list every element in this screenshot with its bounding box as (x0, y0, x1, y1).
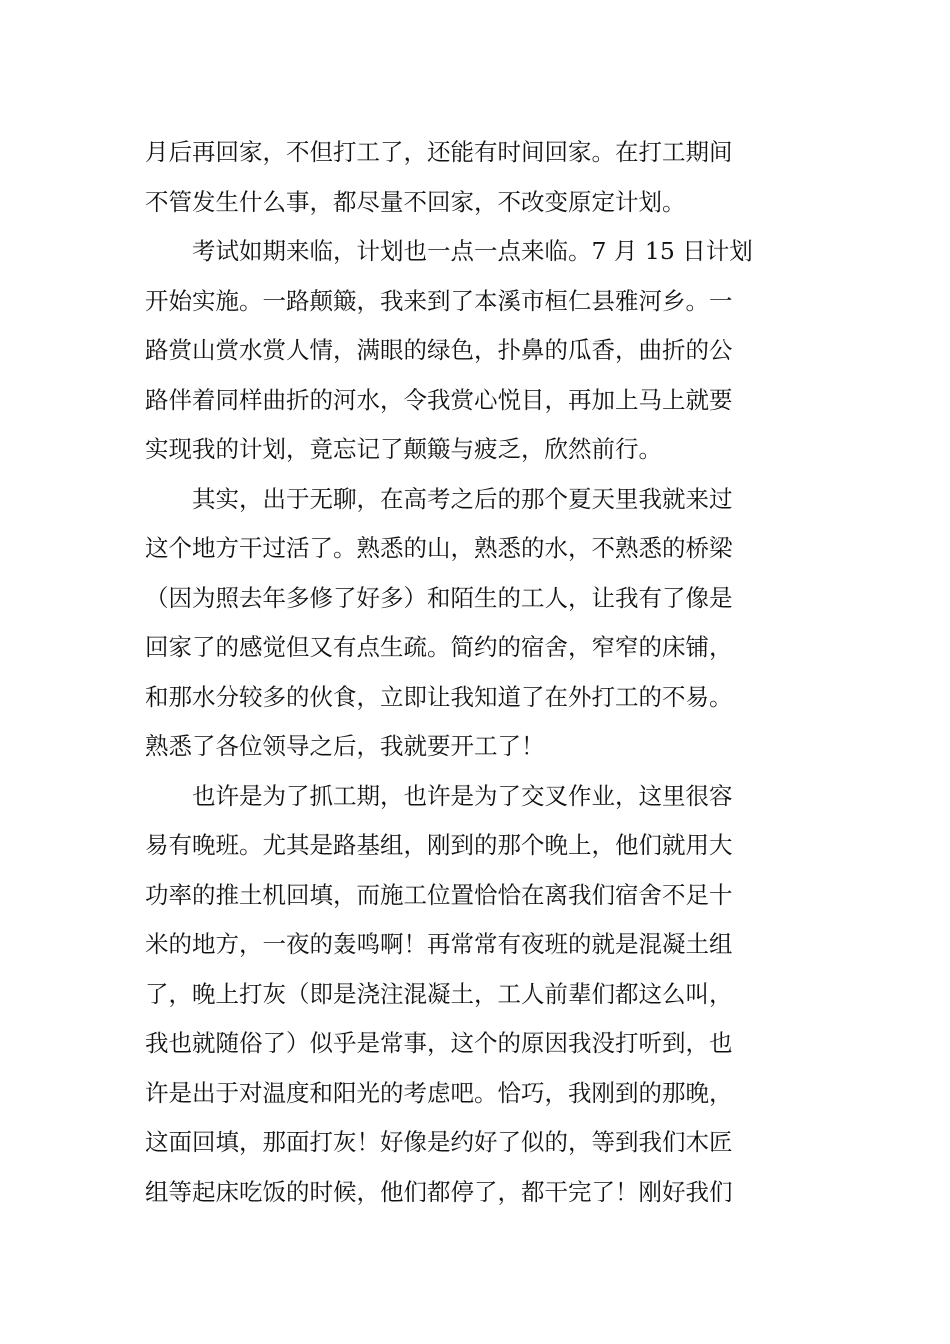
text-line: 这个地方干过活了。熟悉的山，熟悉的水，不熟悉的桥梁 (145, 534, 733, 562)
text-line: 易有晚班。尤其是路基组，刚到的那个晚上，他们就用大 (145, 831, 733, 859)
text-line: 许是出于对温度和阳光的考虑吧。恰巧，我刚到的那晚， (145, 1078, 733, 1107)
text-line: 月后再回家，不但打工了，还能有时间回家。在打工期间 (145, 138, 733, 166)
text-line: 不管发生什么事，都尽量不回家，不改变原定计划。 (145, 187, 686, 216)
text-line: 回家了的感觉但又有点生疏。简约的宿舍，窄窄的床铺， (145, 633, 733, 661)
body-text (145, 128, 810, 1217)
text-line: 功率的推土机回填，而施工位置恰恰在离我们宿舍不足十 (145, 880, 733, 909)
text-line: （因为照去年多修了好多）和陌生的工人，让我有了像是 (145, 583, 733, 612)
paragraph-first-line: 也许是为了抓工期，也许是为了交叉作业，这里很容 (192, 781, 733, 810)
text-line: 路赏山赏水赏人情，满眼的绿色，扑鼻的瓜香，曲折的公 (145, 336, 733, 364)
text-line: 熟悉了各位领导之后，我就要开工了！ (145, 732, 545, 760)
text-line: 实现我的计划，竟忘记了颠簸与疲乏，欣然前行。 (145, 435, 662, 463)
text-line: 这面回填，那面打灰！好像是约好了似的，等到我们木匠 (145, 1128, 733, 1156)
text-line: 和那水分较多的伙食，立即让我知道了在外打工的不易。 (145, 682, 733, 711)
text-line: 我也就随俗了）似乎是常事，这个的原因我没打听到，也 (145, 1029, 733, 1057)
paragraph-first-line: 其实，出于无聊，在高考之后的那个夏天里我就来过 (192, 484, 733, 513)
text-line: 米的地方，一夜的轰鸣啊！再常常有夜班的就是混凝土组 (145, 930, 733, 958)
text-line: 了，晚上打灰（即是浇注混凝土，工人前辈们都这么叫， (145, 979, 733, 1008)
text-line: 开始实施。一路颠簸，我来到了本溪市桓仁县雅河乡。一 (145, 286, 733, 315)
text-line: 组等起床吃饭的时候，他们都停了，都干完了！刚好我们 (145, 1177, 733, 1206)
paragraph-first-line: 考试如期来临，计划也一点一点来临。7 月 15 日计划 (192, 237, 753, 265)
text-line: 路伴着同样曲折的河水，令我赏心悦目，再加上马上就要 (145, 385, 733, 414)
